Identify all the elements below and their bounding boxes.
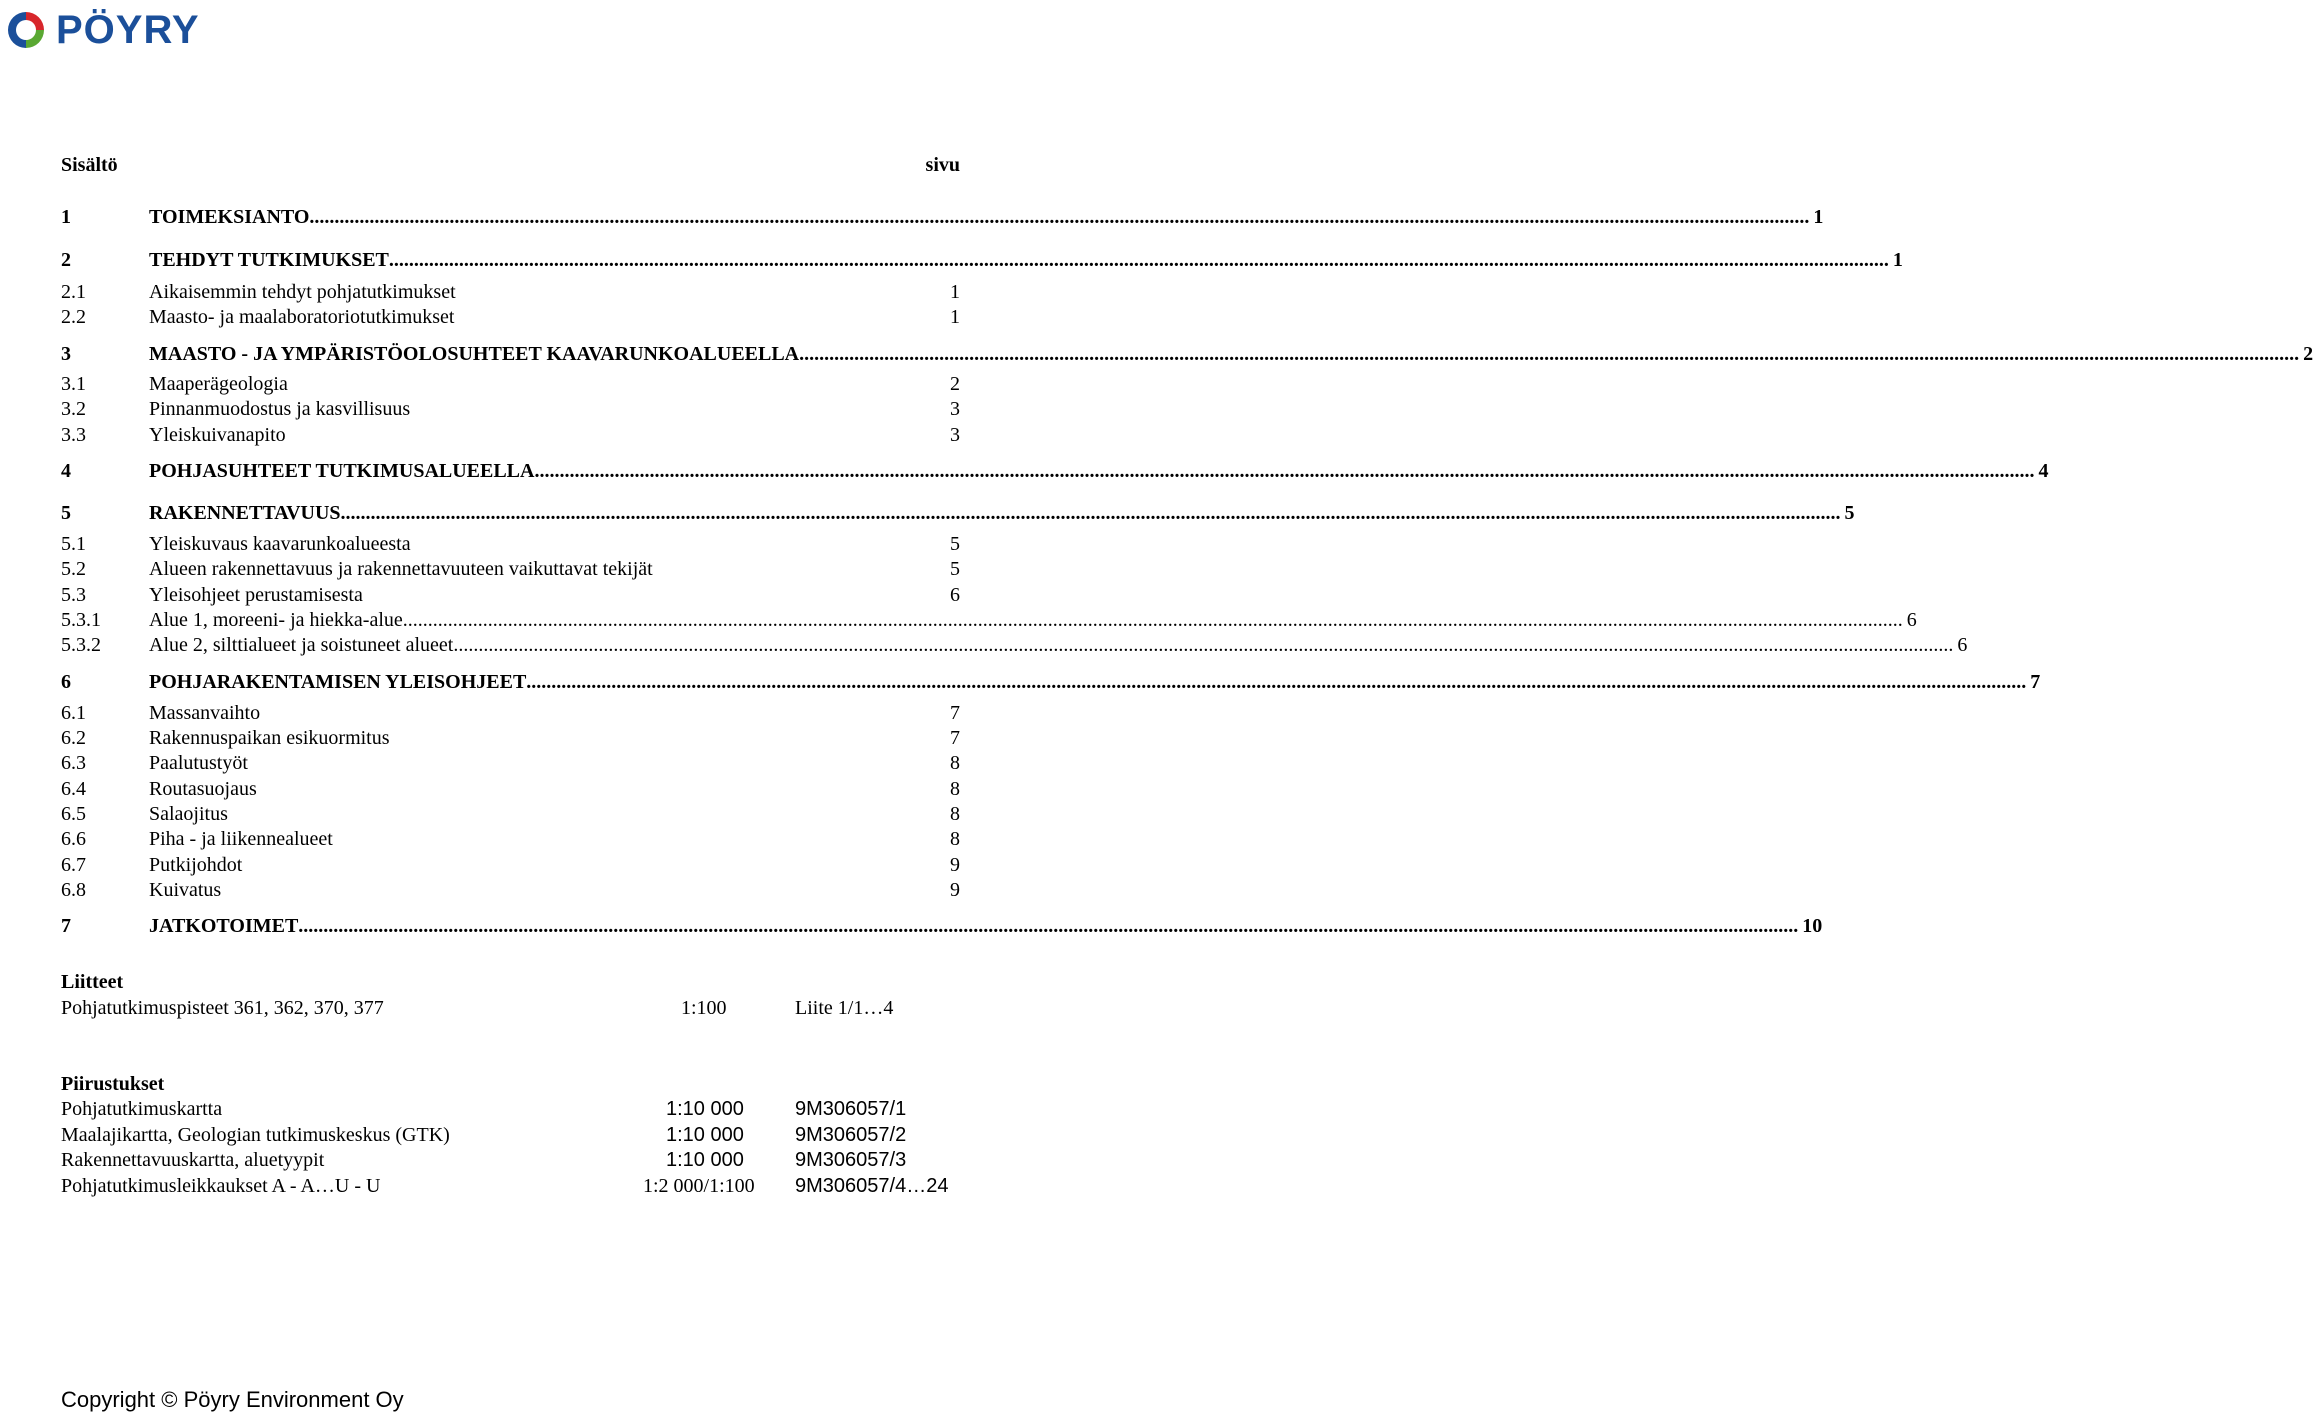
toc-entry-page: 6: [1906, 609, 1917, 631]
drawing-name: Pohjatutkimuskartta: [61, 1098, 223, 1120]
toc-entry-page: 8: [950, 803, 960, 825]
toc-entry[interactable]: [61, 423, 960, 447]
toc-entry-title: RAKENNETTAVUUS: [149, 502, 341, 524]
toc-entry-number: 6.1: [61, 702, 86, 724]
toc-entry[interactable]: [61, 280, 960, 304]
liite-ref: Liite 1/1…4: [795, 997, 894, 1019]
toc-entry-page: 8: [950, 752, 960, 774]
toc-entry-line: [149, 557, 960, 581]
toc-entry[interactable]: [61, 777, 960, 801]
drawing-ref: 9M306057/1: [795, 1098, 907, 1120]
toc-entry-title: Rakennuspaikan esikuormitus: [149, 727, 390, 749]
toc-entry-number: 5: [61, 502, 71, 524]
toc-entry-line: [149, 802, 960, 826]
toc-entry-page: 5: [950, 533, 960, 555]
drawing-ref: 9M306057/2: [795, 1124, 907, 1146]
toc-entry-line: [149, 726, 960, 750]
toc-dot-leader: ............................................................................................................................................................................................................................................................................................................: [526, 671, 2027, 693]
toc-entry[interactable]: [61, 633, 1968, 657]
toc-entry-page: 1: [950, 306, 960, 328]
toc-entry-number: 5.1: [61, 533, 86, 555]
poyry-swirl-logo-icon: [4, 8, 48, 52]
toc-entry-page: 8: [950, 828, 960, 850]
toc-entry[interactable]: [61, 501, 1855, 525]
toc-entry-title: Maaperägeologia: [149, 373, 288, 395]
piirustukset-heading: Piirustukset: [61, 1073, 165, 1095]
toc-entry-page: 6: [1957, 634, 1968, 656]
toc-entry-title: Salaojitus: [149, 803, 228, 825]
toc-entry-line: [149, 701, 960, 725]
toc-entry-number: 3.1: [61, 373, 86, 395]
toc-entry-line: [149, 397, 960, 421]
toc-entry[interactable]: [61, 459, 2049, 483]
drawing-scale: 1:10 000: [666, 1124, 744, 1146]
toc-entry-number: 5.3.1: [61, 609, 101, 631]
toc-entry-number: 6.6: [61, 828, 86, 850]
toc-entry-line: [149, 914, 1823, 938]
toc-entry-title: Alueen rakennettavuus ja rakennettavuuteen vaikuttavat tekijät: [149, 558, 653, 580]
toc-dot-leader: ............................................................................................................................................................................................................................................................................................................: [388, 249, 1889, 271]
liite-name: Pohjatutkimuspisteet 361, 362, 370, 377: [61, 997, 384, 1019]
liitteet-heading: Liitteet: [61, 971, 124, 993]
toc-entry-title: Pinnanmuodostus ja kasvillisuus: [149, 398, 411, 420]
toc-entry-title: Yleiskuvaus kaavarunkoalueesta: [149, 533, 411, 555]
toc-entry[interactable]: [61, 532, 960, 556]
toc-entry-title: TEHDYT TUTKIMUKSET: [149, 249, 389, 271]
toc-entry-title: TOIMEKSIANTO: [149, 206, 310, 228]
toc-entry[interactable]: [61, 583, 960, 607]
toc-dot-leader: ............................................................................................................................................................................................................................................................................................................: [340, 502, 1841, 524]
toc-entry-title: Piha - ja liikennealueet: [149, 828, 333, 850]
toc-entry-number: 5.2: [61, 558, 86, 580]
toc-entry-line: [149, 608, 1917, 632]
toc-entry-number: 2: [61, 249, 71, 271]
toc-entry-page: 4: [2038, 460, 2049, 482]
liite-scale: 1:100: [681, 997, 727, 1019]
toc-entry-page: 3: [950, 424, 960, 446]
toc-entry-title: Aikaisemmin tehdyt pohjatutkimukset: [149, 281, 456, 303]
toc-entry-line: [149, 532, 960, 556]
toc-entry-page: 1: [1892, 249, 1903, 271]
toc-entry-title: JATKOTOIMET: [149, 915, 299, 937]
toc-dot-leader: ............................................................................................................................................................................................................................................................................................................: [799, 343, 2300, 365]
toc-entry-line: [149, 205, 1824, 229]
toc-entry-line: [149, 501, 1855, 525]
toc-entry-line: [149, 372, 960, 396]
toc-entry[interactable]: [61, 248, 1903, 272]
toc-entry-page: 2: [2303, 343, 2313, 365]
toc-entry-line: [149, 633, 1968, 657]
drawing-scale: 1:10 000: [666, 1149, 744, 1171]
toc-entry-title: Putkijohdot: [149, 854, 243, 876]
toc-dot-leader: ............................................................................................................................................................................................................................................................................................................: [402, 609, 1903, 631]
toc-dot-leader: ............................................................................................................................................................................................................................................................................................................: [298, 915, 1799, 937]
toc-entry-page: 5: [1844, 502, 1855, 524]
toc-entry[interactable]: [61, 726, 960, 750]
toc-entry[interactable]: [61, 802, 960, 826]
toc-entry-line: [149, 777, 960, 801]
toc-entry-page: 8: [950, 778, 960, 800]
toc-page-heading: sivu: [925, 154, 960, 176]
toc-entry-line: [149, 827, 960, 851]
toc-entry[interactable]: [61, 305, 960, 329]
toc-entry-line: [149, 248, 1903, 272]
toc-entry-page: 10: [1802, 915, 1823, 937]
copyright-footer: Copyright © Pöyry Environment Oy: [61, 1387, 404, 1412]
toc-entry-line: [149, 280, 960, 304]
toc-entry-number: 3.2: [61, 398, 86, 420]
toc-entry-title: POHJASUHTEET TUTKIMUSALUEELLA: [149, 460, 535, 482]
toc-entry[interactable]: [61, 670, 2041, 694]
toc-entry-line: [149, 751, 960, 775]
toc-entry[interactable]: [61, 878, 960, 902]
toc-dot-leader: ............................................................................................................................................................................................................................................................................................................: [309, 206, 1810, 228]
toc-entry-page: 1: [950, 281, 960, 303]
toc-entry[interactable]: [61, 205, 1824, 229]
drawing-scale: 1:2 000/1:100: [643, 1175, 755, 1197]
drawing-scale: 1:10 000: [666, 1098, 744, 1120]
toc-entry-title: Yleisohjeet perustamisesta: [149, 584, 363, 606]
toc-entry-title: Yleiskuivanapito: [149, 424, 286, 446]
toc-entry-title: Alue 1, moreeni- ja hiekka-alue: [149, 609, 403, 631]
toc-entry-number: 3.3: [61, 424, 86, 446]
toc-entry-page: 9: [950, 854, 960, 876]
toc-entry[interactable]: [61, 827, 960, 851]
toc-entry-line: [149, 670, 2041, 694]
toc-entry-title: Routasuojaus: [149, 778, 257, 800]
toc-entry-number: 1: [61, 206, 71, 228]
toc-entry-line: [149, 583, 960, 607]
toc-entry[interactable]: [61, 608, 1917, 632]
toc-entry-number: 2.1: [61, 281, 86, 303]
toc-entry-title: Maasto- ja maalaboratoriotutkimukset: [149, 306, 455, 328]
toc-entry-page: 2: [950, 373, 960, 395]
drawing-ref: 9M306057/3: [795, 1149, 907, 1171]
toc-entry-number: 6.4: [61, 778, 86, 800]
poyry-logo: [4, 4, 200, 56]
toc-entry-title: Massanvaihto: [149, 702, 261, 724]
toc-entry-number: 5.3.2: [61, 634, 101, 656]
toc-entry-number: 4: [61, 460, 71, 482]
toc-entry-number: 6.3: [61, 752, 86, 774]
toc-entry-page: 9: [950, 879, 960, 901]
toc-entry-number: 7: [61, 915, 71, 937]
toc-entry-number: 6.8: [61, 879, 86, 901]
toc-entry-title: Alue 2, silttialueet ja soistuneet alueet: [149, 634, 454, 656]
toc-entry-line: [149, 342, 2313, 366]
toc-entry-number: 6: [61, 671, 71, 693]
drawing-name: Rakennettavuuskartta, aluetyypit: [61, 1149, 325, 1171]
toc-entry-number: 6.7: [61, 854, 86, 876]
toc-entry-title: Kuivatus: [149, 879, 222, 901]
toc-entry-title: POHJARAKENTAMISEN YLEISOHJEET: [149, 671, 527, 693]
toc-heading: Sisältö: [61, 154, 118, 176]
toc-entry-line: [149, 423, 960, 447]
toc-entry-line: [149, 878, 960, 902]
toc-entry-number: 2.2: [61, 306, 86, 328]
logo-wordmark: PÖYRY: [56, 8, 200, 52]
toc-entry-page: 7: [950, 727, 960, 749]
toc-entry-page: 6: [950, 584, 960, 606]
toc-entry[interactable]: [61, 372, 960, 396]
toc-entry[interactable]: [61, 701, 960, 725]
toc-entry-number: 3: [61, 343, 71, 365]
toc-entry-number: 5.3: [61, 584, 86, 606]
toc-entry-number: 6.2: [61, 727, 86, 749]
toc-entry[interactable]: [61, 914, 1823, 938]
toc-entry-page: 7: [950, 702, 960, 724]
toc-entry-title: Paalutustyöt: [149, 752, 248, 774]
toc-entry-page: 7: [2030, 671, 2041, 693]
toc-entry[interactable]: [61, 751, 960, 775]
toc-dot-leader: ............................................................................................................................................................................................................................................................................................................: [534, 460, 2035, 482]
toc-entry-number: 6.5: [61, 803, 86, 825]
drawing-name: Maalajikartta, Geologian tutkimuskeskus (GTK): [61, 1124, 450, 1146]
toc-entry-page: 3: [950, 398, 960, 420]
toc-entry-line: [149, 459, 2049, 483]
toc-entry-page: 1: [1813, 206, 1824, 228]
toc-entry-page: 5: [950, 558, 960, 580]
toc-entry[interactable]: [61, 853, 960, 877]
toc-entry-line: [149, 853, 960, 877]
toc-entry[interactable]: [61, 557, 960, 581]
toc-entry[interactable]: [61, 342, 2313, 366]
drawing-name: Pohjatutkimusleikkaukset A - A…U - U: [61, 1175, 381, 1197]
toc-entry[interactable]: [61, 397, 960, 421]
toc-dot-leader: ............................................................................................................................................................................................................................................................................................................: [453, 634, 1954, 656]
toc-entry-title: MAASTO - JA YMPÄRISTÖOLOSUHTEET KAAVARUNKOALUEELLA: [149, 343, 800, 365]
drawing-ref: 9M306057/4…24: [795, 1175, 949, 1197]
toc-entry-line: [149, 305, 960, 329]
